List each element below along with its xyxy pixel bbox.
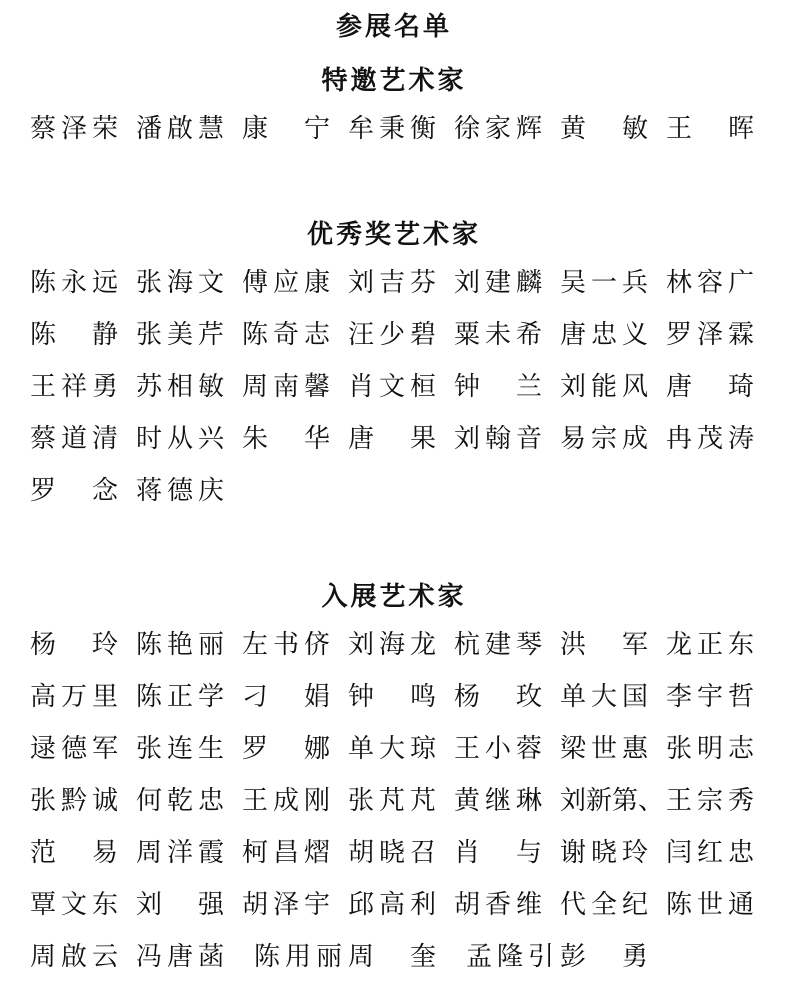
artist-name: 肖 与 — [454, 838, 542, 868]
artist-name: 张 芃 芃 — [348, 786, 436, 816]
artist-name: 杭 建 琴 — [454, 630, 542, 660]
artist-name: 孟 隆 引 — [466, 942, 554, 972]
artist-name: 张 连 生 — [136, 734, 224, 764]
artist-name: 高 万 里 — [30, 682, 118, 712]
artist-name: 陈 永 远 — [30, 268, 118, 298]
artist-name: 康 宁 — [242, 114, 330, 144]
artist-name: 柯 昌 熠 — [242, 838, 330, 868]
artist-name: 刘 能 风 — [560, 372, 648, 402]
name-row — [30, 628, 756, 662]
artist-name: 唐 果 — [348, 424, 436, 454]
artist-name: 黄 敏 — [560, 114, 648, 144]
artist-name: 蔡 泽 荣 — [30, 114, 118, 144]
section-heading: 入展艺术家 — [321, 582, 467, 612]
artist-name: 林 容 广 — [666, 268, 754, 298]
artist-name: 逯 德 军 — [30, 734, 118, 764]
section-heading: 优秀奖艺术家 — [306, 220, 481, 250]
artist-name: 张 海 文 — [136, 268, 224, 298]
artist-name: 胡 香 维 — [454, 890, 542, 920]
artist-name: 陈 静 — [30, 320, 118, 350]
artist-name: 吴 一 兵 — [560, 268, 648, 298]
artist-name: 冉 茂 涛 — [666, 424, 754, 454]
artist-name: 陈 艳 丽 — [136, 630, 224, 660]
artist-name: 刘 海 龙 — [348, 630, 436, 660]
artist-name: 梁 世 惠 — [560, 734, 648, 764]
artist-name: 刘 建 麟 — [454, 268, 542, 298]
artist-name: 肖 文 桓 — [348, 372, 436, 402]
section-heading: 特邀艺术家 — [321, 66, 467, 96]
artist-name: 何 乾 忠 — [136, 786, 224, 816]
artist-name: 罗 念 — [30, 476, 118, 506]
artist-name: 陈 奇 志 — [242, 320, 330, 350]
artist-name: 冯 唐 菡 — [136, 942, 224, 972]
name-row — [30, 422, 756, 456]
artist-name: 周 奎 — [348, 942, 436, 972]
artist-name: 王 小 蓉 — [454, 734, 542, 764]
name-row — [30, 266, 756, 300]
artist-name: 朱 华 — [242, 424, 330, 454]
artist-name: 王 祥 勇 — [30, 372, 118, 402]
artist-name: 覃 文 东 — [30, 890, 118, 920]
artist-name: 邱 高 利 — [348, 890, 436, 920]
artist-name: 彭 勇 — [560, 942, 648, 972]
artist-name: 刘 翰 音 — [454, 424, 542, 454]
artist-name: 胡 泽 宇 — [242, 890, 330, 920]
artist-name: 罗 娜 — [242, 734, 330, 764]
name-row — [30, 888, 756, 922]
artist-name: 范 易 — [30, 838, 118, 868]
artist-name: 杨 玫 — [454, 682, 542, 712]
artist-name: 周 洋 霞 — [136, 838, 224, 868]
artist-name: 苏 相 敏 — [136, 372, 224, 402]
artist-name: 刘 新 第 、 — [560, 786, 665, 816]
artist-name: 王 晖 — [666, 114, 754, 144]
artist-name: 周 南 馨 — [242, 372, 330, 402]
name-row — [30, 474, 756, 508]
artist-name: 左 书 侪 — [242, 630, 330, 660]
artist-name: 单 大 国 — [560, 682, 648, 712]
artist-name: 李 宇 哲 — [666, 682, 754, 712]
artist-name: 蔡 道 清 — [30, 424, 118, 454]
artist-name: 傅 应 康 — [242, 268, 330, 298]
page-title: 参展名单 — [335, 12, 452, 42]
artist-name: 唐 忠 义 — [560, 320, 648, 350]
name-row — [30, 318, 756, 352]
artist-name: 王 宗 秀 — [666, 786, 754, 816]
artist-name: 洪 军 — [560, 630, 648, 660]
name-row — [30, 112, 756, 146]
artist-name: 徐 家 辉 — [454, 114, 542, 144]
name-row — [30, 732, 756, 766]
artist-name: 周 啟 云 — [30, 942, 118, 972]
artist-name: 刘 强 — [136, 890, 224, 920]
artist-name: 代 全 纪 — [560, 890, 648, 920]
artist-name: 龙 正 东 — [666, 630, 754, 660]
artist-name: 陈 用 丽 — [254, 942, 342, 972]
artist-name: 唐 琦 — [666, 372, 754, 402]
artist-name: 陈 世 通 — [666, 890, 754, 920]
artist-name: 刁 娟 — [242, 682, 330, 712]
artist-name: 牟 秉 衡 — [348, 114, 436, 144]
artist-name: 单 大 琼 — [348, 734, 436, 764]
artist-name: 杨 玲 — [30, 630, 118, 660]
artist-name: 罗 泽 霖 — [666, 320, 754, 350]
name-row — [30, 784, 756, 818]
name-row — [30, 836, 756, 870]
artist-name: 潘 啟 慧 — [136, 114, 224, 144]
artist-name: 钟 鸣 — [348, 682, 436, 712]
artist-name: 王 成 刚 — [242, 786, 330, 816]
artist-name: 谢 晓 玲 — [560, 838, 648, 868]
artist-name: 胡 晓 召 — [348, 838, 436, 868]
artist-name: 时 从 兴 — [136, 424, 224, 454]
artist-name: 陈 正 学 — [136, 682, 224, 712]
artist-name: 蒋 德 庆 — [136, 476, 224, 506]
artist-name: 张 黔 诚 — [30, 786, 118, 816]
artist-name: 汪 少 碧 — [348, 320, 436, 350]
artist-name: 易 宗 成 — [560, 424, 648, 454]
name-row — [30, 940, 756, 974]
artist-name: 刘 吉 芬 — [348, 268, 436, 298]
name-row — [30, 680, 756, 714]
artist-name: 张 明 志 — [666, 734, 754, 764]
name-row — [30, 370, 756, 404]
artist-name: 黄 继 琳 — [454, 786, 542, 816]
artist-name: 张 美 芹 — [136, 320, 224, 350]
artist-name: 钟 兰 — [454, 372, 542, 402]
artist-name: 粟 未 希 — [454, 320, 542, 350]
artist-name: 闫 红 忠 — [666, 838, 754, 868]
